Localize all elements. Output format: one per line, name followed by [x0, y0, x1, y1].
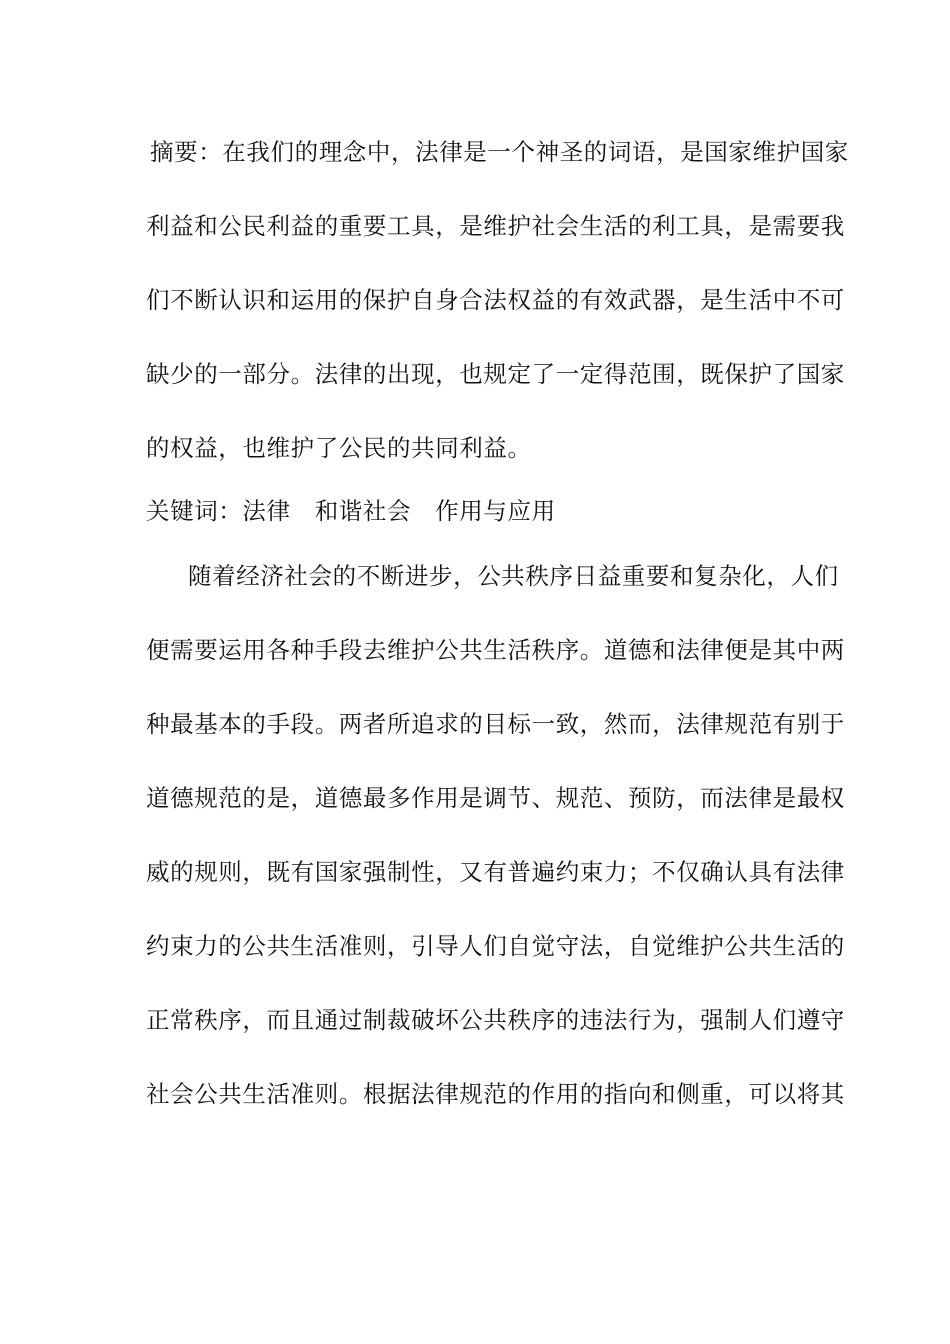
body-line-7: 正常秩序，而且通过制裁破坏公共秩序的违法行为，强制人们遵守: [146, 1006, 845, 1034]
body-line-5: 威的规则，既有国家强制性，又有普遍约束力；不仅确认具有法律: [146, 858, 845, 886]
abstract-line-1: 摘要：在我们的理念中，法律是一个神圣的词语，是国家维护国家: [150, 138, 849, 166]
abstract-line-2: 利益和公民利益的重要工具，是维护社会生活的利工具，是需要我: [146, 212, 845, 240]
body-line-3: 种最基本的手段。两者所追求的目标一致，然而，法律规范有别于: [146, 710, 845, 738]
body-line-4: 道德规范的是，道德最多作用是调节、规范、预防，而法律是最权: [146, 784, 845, 812]
body-line-6: 约束力的公共生活准则，引导人们自觉守法，自觉维护公共生活的: [146, 932, 845, 960]
body-line-8: 社会公共生活准则。根据法律规范的作用的指向和侧重，可以将其: [146, 1080, 845, 1108]
abstract-line-5: 的权益，也维护了公民的共同利益。: [146, 434, 532, 462]
abstract-line-4: 缺少的一部分。法律的出现，也规定了一定得范围，既保护了国家: [146, 360, 845, 388]
abstract-line-3: 们不断认识和运用的保护自身合法权益的有效武器，是生活中不可: [146, 286, 845, 314]
body-line-2: 便需要运用各种手段去维护公共生活秩序。道德和法律便是其中两: [146, 636, 845, 664]
keywords-line: 关键词：法律 和谐社会 作用与应用: [146, 497, 556, 525]
body-line-1: 随着经济社会的不断进步，公共秩序日益重要和复杂化，人们: [188, 562, 839, 590]
